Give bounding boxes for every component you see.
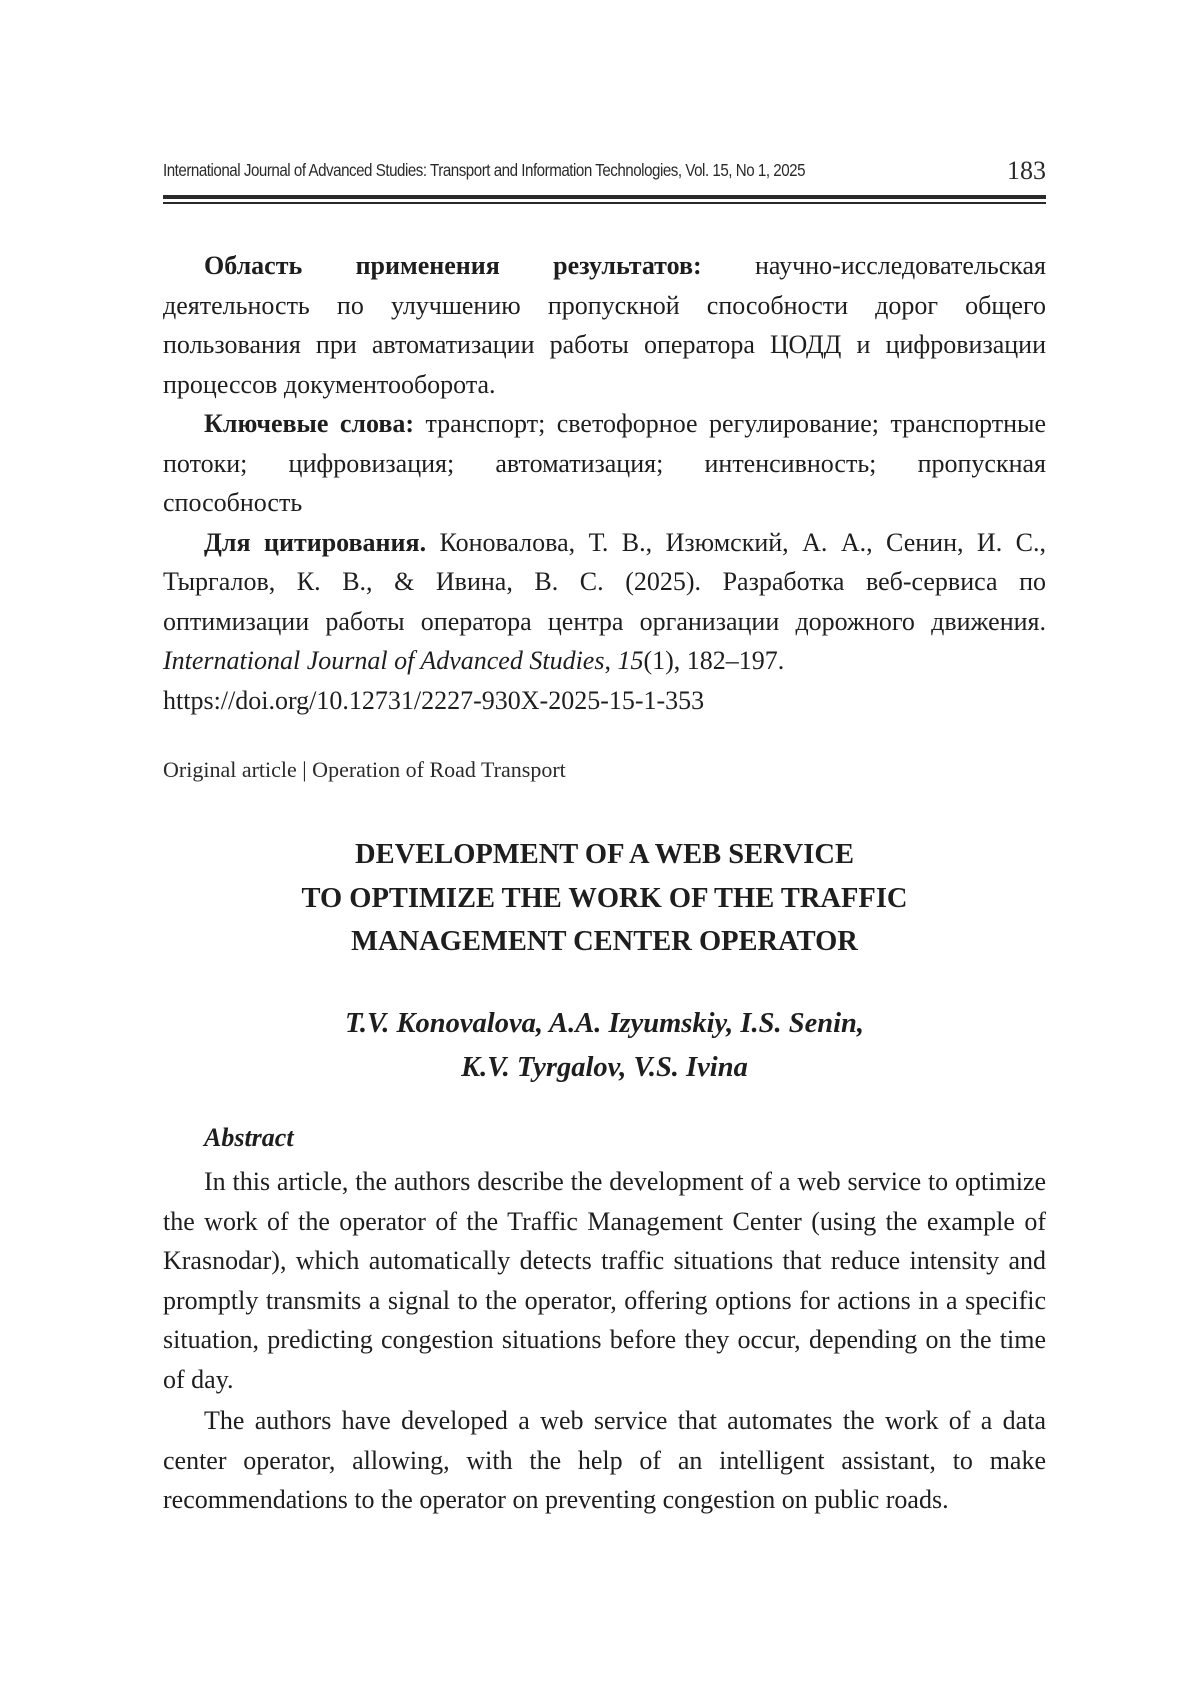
citation-text: Коновалова, Т. В., Изюмский, А. А., Сенин, И. С., Тыргалов, К. В., & Ивина, В. С. (2025). Разработка веб-сервиса по оптимизации работы оператора центра организации дорожного движения. <box>163 527 1046 636</box>
page-number: 183 <box>1007 156 1046 185</box>
running-header <box>163 156 1046 190</box>
journal-running-title: International Journal of Advanced Studies: Transport and Information Technologies, Vol. 15, No 1, 2025 <box>163 160 806 180</box>
author-line: T.V. Konovalova, A.A. Izyumskiy, I.S. Senin, <box>345 1008 864 1039</box>
keywords-paragraph <box>163 404 1046 523</box>
abstract-paragraph: The authors have developed a web service that automates the work of a data center operator, allowing, with the help of an intelligent assistant, to make recommendations to the operator on preventing congestion on public roads. <box>163 1406 1046 1514</box>
citation-issue-pages: (1), 182–197. <box>643 646 785 675</box>
author-line: K.V. Tyrgalov, V.S. Ivina <box>461 1051 748 1083</box>
citation-paragraph <box>163 523 1046 721</box>
citation-label: Для цитирования. <box>204 527 427 557</box>
title-line: TO OPTIMIZE THE WORK OF THE TRAFFIC <box>301 882 908 914</box>
abstract-paragraph: In this article, the authors describe the development of a web service to optimize the work of the operator of the Traffic Management Center (using the example of Krasnodar), which automatically detects traffic situations that reduce intensity and promptly transmits a signal to the operator, offering options for actions in a specific situation, predicting congestion situations before they occur, depending on the time of day. <box>163 1167 1046 1394</box>
title-line: DEVELOPMENT OF A WEB SERVICE <box>355 839 854 870</box>
header-rule-thin <box>163 202 1046 204</box>
citation-volume: 15 <box>617 646 644 675</box>
keywords-text: транспорт; светофорное регулирование; транспортные потоки; цифровизация; автоматизация; интенсивность; пропускная способность <box>163 409 1046 517</box>
doi-link[interactable]: https://doi.org/10.12731/2227-930X-2025-15-1-353 <box>163 685 705 715</box>
abstract-body <box>163 1162 1046 1522</box>
article-type-label: Original article | Operation of Road Transport <box>163 757 566 782</box>
article-title <box>163 833 1046 964</box>
header-rule-thick <box>163 195 1046 199</box>
abstract-heading: Abstract <box>204 1123 294 1152</box>
scope-paragraph <box>163 246 1046 404</box>
russian-metadata-block <box>163 246 1046 720</box>
scope-text: научно-исследовательская деятельность по улучшению пропускной способности дорог общего пользования при автоматизации работы оператора ЦОДД и цифровизации процессов документооборота. <box>163 251 1046 399</box>
author-list <box>163 1002 1046 1089</box>
citation-separator: , <box>604 646 618 675</box>
citation-journal: International Journal of Advanced Studies <box>163 646 605 675</box>
title-line: MANAGEMENT CENTER OPERATOR <box>351 926 858 957</box>
scope-label: Область применения результатов: <box>204 251 702 280</box>
keywords-label: Ключевые слова: <box>204 409 415 438</box>
